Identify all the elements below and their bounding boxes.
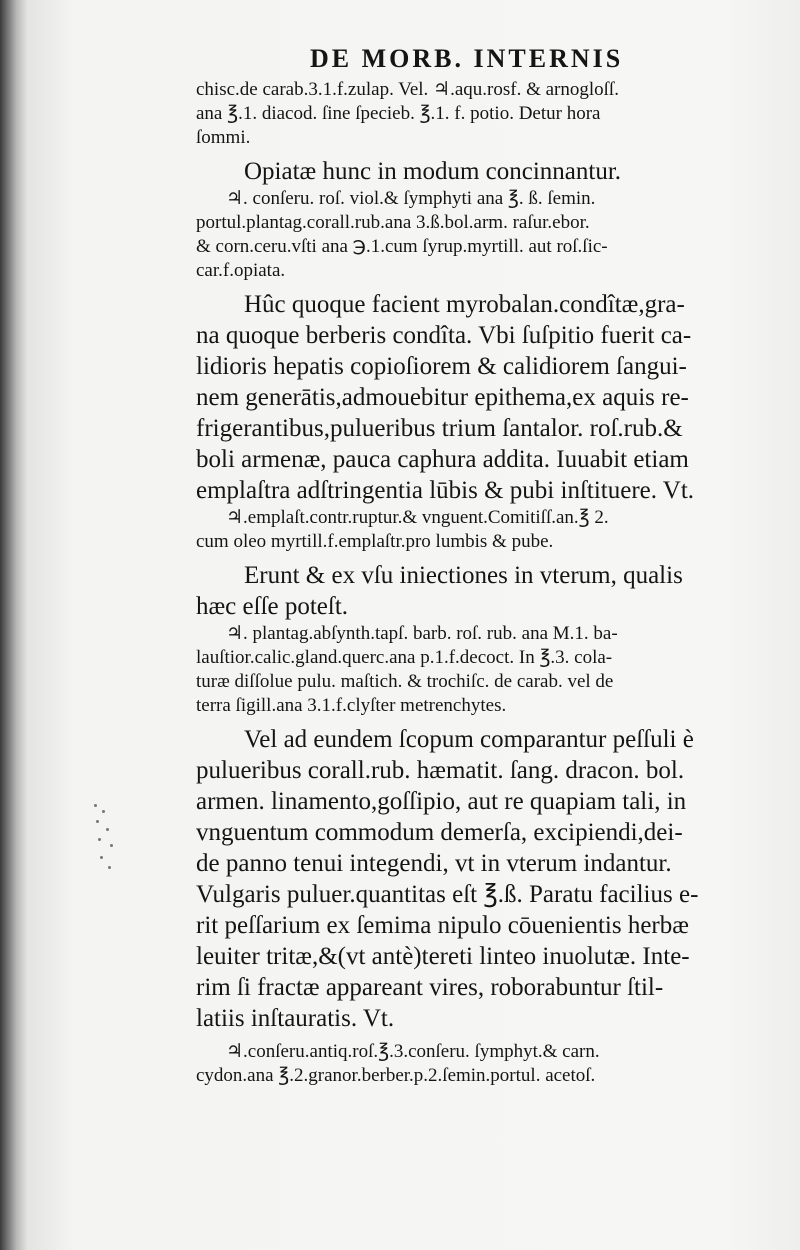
text-line: & corn.ceru.vſti ana ℈.1.cum ſyrup.myrtill. aut roſ.ſic-: [196, 236, 608, 257]
text-line: Vulgaris puluer.quantitas eſt ℥.ß. Paratu facilius e-: [196, 881, 699, 908]
text-line: ♃.conſeru.antiq.roſ.℥.3.conſeru. ſymphyt.& carn.: [226, 1041, 600, 1062]
text-line: armen. linamento,goſſipio, aut re quapiam tali, in: [196, 788, 687, 815]
text-line: portul.plantag.corall.rub.ana 3.ß.bol.arm. raſur.ebor.: [196, 212, 590, 233]
page-text: [196, 78, 776, 1088]
text-line: Hûc quoque facient myrobalan.condîtæ,gra-: [244, 291, 685, 318]
text-line: Erunt & ex vſu iniectiones in vterum, qualis: [244, 562, 683, 589]
text-line: nem generātis,admouebitur epithema,ex aquis re-: [196, 384, 689, 411]
text-line: rit peſſarium ex ſemima nipulo cōuenientis herbæ: [196, 912, 689, 939]
text-line: leuiter tritæ,&(vt antè)tereti linteo inuolutæ. Inte-: [196, 943, 690, 970]
text-line: de panno tenui integendi, vt in vterum indantur.: [196, 850, 672, 877]
text-line: lidioris hepatis copioſiorem & calidiorem ſangui-: [196, 353, 687, 380]
text-line: ſommi.: [196, 127, 251, 148]
text-line: terra ſigill.ana 3.1.f.clyſter metrenchytes.: [196, 695, 507, 716]
text-line: cydon.ana ℥.2.granor.berber.p.2.ſemin.portul. acetoſ.: [196, 1065, 596, 1086]
text-line: turæ diſſolue pulu. maſtich. & trochiſc. de carab. vel de: [196, 671, 614, 692]
text-line: hæc eſſe poteſt.: [196, 593, 349, 620]
text-line: frigerantibus,pulueribus trium ſantalor. roſ.rub.&: [196, 415, 683, 442]
text-line: chisc.de carab.3.1.f.zulap. Vel. ♃.aqu.rosf. & arnogloſſ.: [196, 79, 619, 100]
text-line: ana ℥.1. diacod. ſine ſpecieb. ℥.1. f. potio. Detur hora: [196, 103, 601, 124]
text-line: Vel ad eundem ſcopum comparantur peſſuli è: [244, 726, 694, 753]
book-gutter: [0, 0, 28, 1250]
running-head: DE MORB. INTERNIS: [310, 44, 624, 73]
text-line: na quoque berberis condîta. Vbi ſuſpitio fuerit ca-: [196, 322, 692, 349]
text-line: cum oleo myrtill.f.emplaſtr.pro lumbis & pube.: [196, 531, 554, 552]
text-line: ♃. plantag.abſynth.tapſ. barb. roſ. rub. ana M.1. ba-: [226, 623, 618, 644]
text-line: boli armenæ, pauca caphura addita. Iuuabit etiam: [196, 446, 689, 473]
text-line: latiis inſtauratis. Vt.: [196, 1005, 395, 1032]
text-line: pulueribus corall.rub. hæmatit. ſang. dracon. bol.: [196, 757, 685, 784]
text-line: car.f.opiata.: [196, 260, 286, 281]
text-line: Opiatæ hunc in modum concinnantur.: [244, 158, 622, 185]
text-line: emplaſtra adſtringentia lūbis & pubi inſtituere. Vt.: [196, 477, 695, 504]
text-line: lauſtior.calic.gland.querc.ana p.1.f.decoct. In ℥.3. cola-: [196, 647, 613, 668]
text-line: ♃.emplaſt.contr.ruptur.& vnguent.Comitiſſ.an.℥ 2.: [226, 507, 609, 528]
margin-stain: [92, 800, 122, 880]
text-line: rim ſi fractæ appareant vires, roborabuntur ſtil-: [196, 974, 664, 1001]
text-line: ♃. conſeru. roſ. viol.& ſymphyti ana ℥. ß. ſemin.: [226, 188, 596, 209]
text-line: vnguentum commodum demerſa, excipiendi,dei-: [196, 819, 683, 846]
